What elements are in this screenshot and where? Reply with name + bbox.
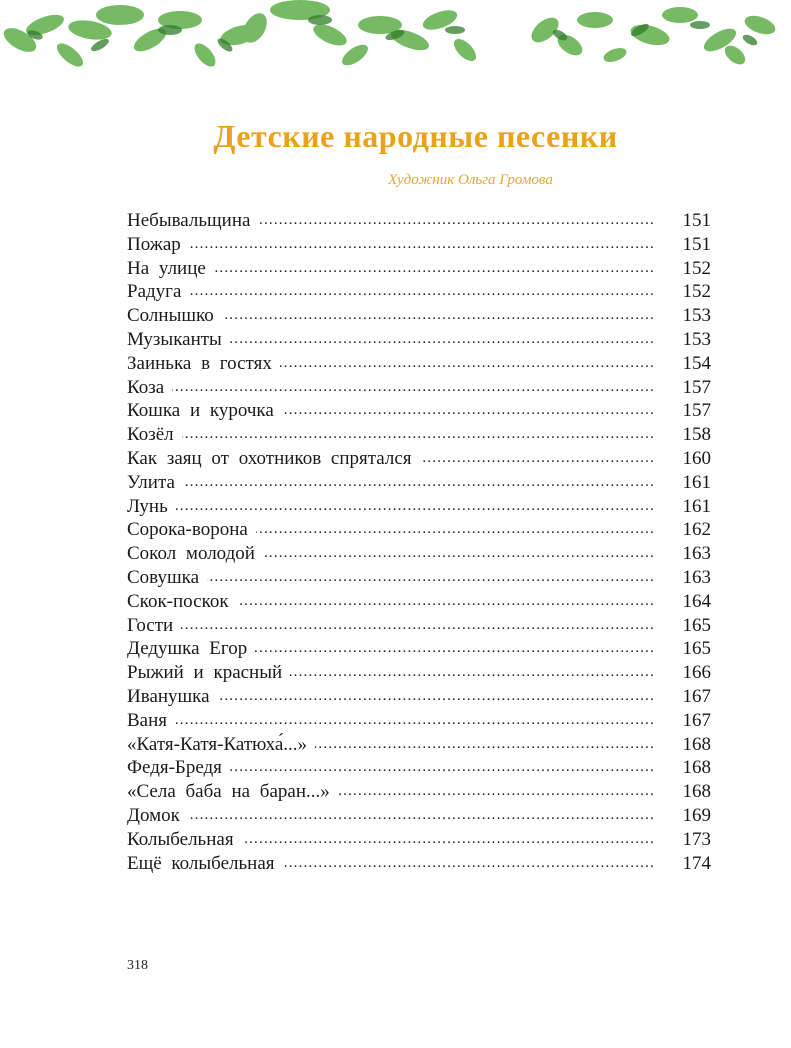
dot-leader [280,350,655,369]
page-number: 318 [127,958,148,973]
table-of-contents [127,207,711,873]
toc-entry-title: Ещё колыбельная [127,852,275,874]
toc-entry-page: 157 [682,376,711,398]
toc-entry-page: 163 [682,566,711,588]
toc-entry-page: 168 [682,757,711,779]
toc-entry[interactable] [127,707,711,731]
toc-entry[interactable] [127,255,711,279]
dot-leader [237,588,655,607]
illustrator-credit [0,172,791,189]
dot-leader [214,255,655,274]
dot-leader [189,231,655,250]
toc-entry-title: Пожар [127,233,181,255]
dot-leader [176,493,655,512]
toc-entry[interactable] [127,278,711,302]
toc-entry-title: Скок-поскок [127,590,229,612]
toc-entry[interactable] [127,612,711,636]
toc-entry-title: Дедушка Егор [127,638,248,660]
toc-entry-page: 151 [682,210,711,231]
toc-entry[interactable] [127,231,711,255]
section-title-text: Детские народные песенки [213,118,618,154]
toc-entry-page: 164 [682,590,711,612]
dot-leader [263,540,655,559]
dot-leader [420,445,655,464]
dot-leader [338,778,655,797]
toc-entry-title: На улице [127,257,206,279]
dot-leader [172,374,655,393]
toc-entry[interactable] [127,635,711,659]
toc-entry-page: 161 [682,471,711,493]
toc-entry[interactable] [127,659,711,683]
toc-entry-title: Заинька в гостях [127,352,272,374]
toc-entry[interactable] [127,778,711,802]
toc-entry-title: Сокол молодой [127,543,255,565]
toc-entry-title: Гости [127,614,174,636]
illustrator-credit-text: Художник Ольга Громова [388,172,553,188]
toc-entry[interactable] [127,731,711,755]
dot-leader [315,731,655,750]
toc-entry-page: 173 [682,828,711,850]
toc-entry-title: Федя-Бредя [127,757,222,779]
toc-entry-page: 151 [682,233,711,255]
toc-entry-page: 152 [682,257,711,279]
toc-entry-page: 168 [682,781,711,803]
dot-leader [258,207,655,226]
toc-entry-page: 154 [682,352,711,374]
dot-leader [256,516,655,535]
toc-entry-page: 153 [682,305,711,327]
toc-entry-title: Домок [127,804,180,826]
toc-entry-title: Радуга [127,281,182,303]
toc-entry[interactable] [127,207,711,231]
toc-entry[interactable] [127,754,711,778]
dot-leader [189,278,655,297]
toc-entry[interactable] [127,850,711,874]
toc-entry[interactable] [127,326,711,350]
toc-entry-title: Козёл [127,424,174,446]
toc-entry-page: 161 [682,495,711,517]
toc-entry-page: 160 [682,447,711,469]
toc-entry[interactable] [127,826,711,850]
toc-entry[interactable] [127,445,711,469]
toc-entry-title: Музыканты [127,328,222,350]
dot-leader [230,326,655,345]
toc-entry-page: 162 [682,519,711,541]
dot-leader [230,754,655,773]
toc-entry[interactable] [127,683,711,707]
toc-entry-title: «Катя-Катя-Катюха́...» [127,733,308,755]
toc-entry[interactable] [127,802,711,826]
dot-leader [222,302,655,321]
toc-entry-page: 169 [682,804,711,826]
toc-entry[interactable] [127,397,711,421]
toc-entry-page: 153 [682,328,711,350]
toc-entry[interactable] [127,540,711,564]
section-title [0,118,791,155]
toc-entry-page: 165 [682,614,711,636]
toc-entry-title: Улита [127,471,175,493]
toc-entry[interactable] [127,421,711,445]
toc-entry-title: Небывальщина [127,210,251,231]
toc-entry-title: Рыжий и красный [127,662,283,684]
dot-leader [175,707,655,726]
toc-entry-title: Коза [127,376,165,398]
toc-entry-title: Кошка и курочка [127,400,274,422]
toc-entry-title: Ваня [127,709,168,731]
toc-entry-page: 158 [682,424,711,446]
dot-leader [242,826,655,845]
dot-leader [290,659,655,678]
toc-entry-page: 174 [682,852,711,874]
toc-entry-title: Солнышко [127,305,214,327]
toc-entry[interactable] [127,374,711,398]
dot-leader [182,421,655,440]
toc-entry[interactable] [127,469,711,493]
toc-entry-title: Как заяц от охотников спрятался [127,447,412,469]
dot-leader [207,564,655,583]
dot-leader [188,802,655,821]
toc-entry-page: 167 [682,685,711,707]
toc-entry-page: 163 [682,543,711,565]
toc-entry[interactable] [127,350,711,374]
foliage-illustration [0,0,791,80]
dot-leader [218,683,655,702]
toc-entry-page: 166 [682,662,711,684]
toc-entry[interactable] [127,493,711,517]
dot-leader [255,635,655,654]
toc-entry-title: Иванушка [127,685,210,707]
toc-entry-title: Сорока-ворона [127,519,248,541]
toc-entry-title: Колыбельная [127,828,234,850]
toc-entry-page: 167 [682,709,711,731]
toc-entry-title: Лунь [127,495,168,517]
toc-entry-page: 165 [682,638,711,660]
toc-entry-page: 157 [682,400,711,422]
toc-entry-page: 152 [682,281,711,303]
toc-entry[interactable] [127,588,711,612]
dot-leader [282,397,655,416]
toc-entry-page: 168 [682,733,711,755]
toc-entry-title: «Села баба на баран...» [127,781,330,803]
toc-entry[interactable] [127,302,711,326]
toc-entry[interactable] [127,564,711,588]
toc-entry-title: Совушка [127,566,200,588]
toc-entry[interactable] [127,516,711,540]
dot-leader [183,469,655,488]
dot-leader [181,612,655,631]
dot-leader [283,850,655,869]
